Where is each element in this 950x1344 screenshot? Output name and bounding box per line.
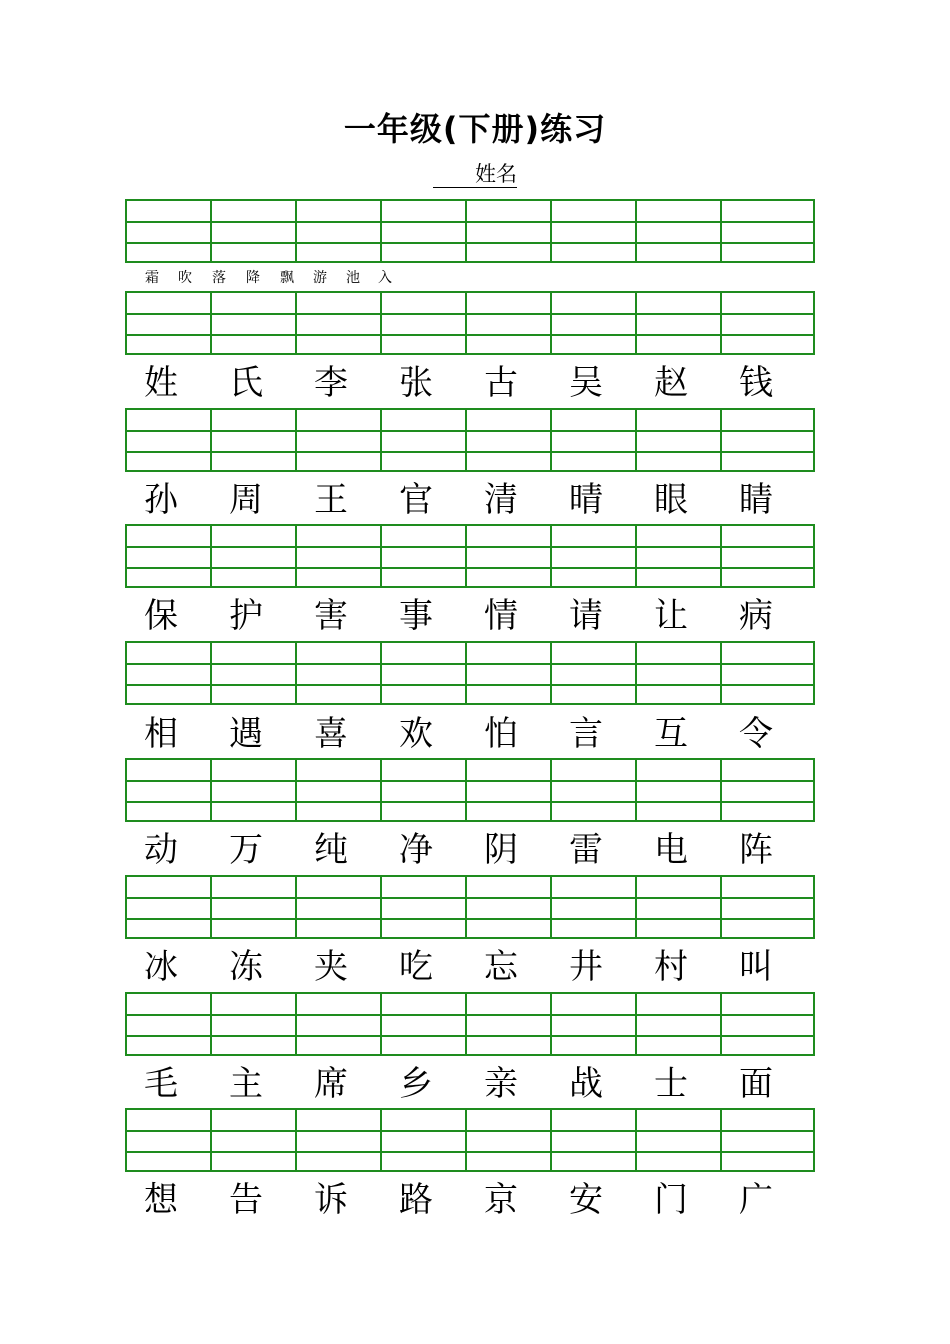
small-character: 落 [212, 270, 226, 286]
practice-character: 阴 [484, 830, 518, 870]
grid-cell-divider [210, 760, 212, 820]
grid-cell-divider [720, 1110, 722, 1170]
practice-character: 安 [569, 1180, 603, 1220]
grid-guide-line [127, 1130, 813, 1132]
grid-cell-divider [210, 410, 212, 470]
small-character: 池 [346, 270, 360, 286]
practice-character: 情 [484, 596, 518, 636]
page-title: 一年级(下册)练习 [343, 110, 607, 148]
grid-cell-divider [295, 877, 297, 937]
practice-character: 遇 [229, 714, 263, 754]
practice-character: 电 [654, 830, 688, 870]
writing-grid-8 [125, 992, 815, 1056]
practice-character: 路 [399, 1180, 433, 1220]
grid-guide-line [127, 451, 813, 453]
grid-cell-divider [210, 877, 212, 937]
character-row-6 [125, 945, 815, 989]
practice-character: 互 [654, 714, 688, 754]
grid-guide-line [127, 430, 813, 432]
practice-character: 相 [144, 714, 178, 754]
practice-character: 面 [739, 1064, 773, 1104]
practice-character: 席 [314, 1064, 348, 1104]
grid-cell-divider [465, 410, 467, 470]
practice-character: 冰 [144, 947, 178, 987]
grid-cell-divider [720, 410, 722, 470]
grid-cell-divider [635, 293, 637, 353]
grid-cell-divider [465, 760, 467, 820]
practice-character: 护 [229, 596, 263, 636]
grid-cell-divider [295, 1110, 297, 1170]
practice-character: 冻 [229, 947, 263, 987]
writing-grid-9 [125, 1108, 815, 1172]
practice-character: 王 [314, 480, 348, 520]
grid-cell-divider [550, 760, 552, 820]
practice-character: 告 [229, 1180, 263, 1220]
grid-cell-divider [635, 877, 637, 937]
grid-cell-divider [720, 643, 722, 703]
grid-cell-divider [720, 526, 722, 586]
practice-character: 孙 [144, 480, 178, 520]
small-character: 吹 [178, 270, 192, 286]
practice-character: 晴 [569, 480, 603, 520]
character-row-7 [125, 1062, 815, 1106]
small-character: 游 [313, 270, 327, 286]
grid-cell-divider [550, 877, 552, 937]
practice-character: 想 [144, 1180, 178, 1220]
grid-guide-line [127, 684, 813, 686]
name-label: 姓名 [433, 161, 517, 188]
grid-guide-line [127, 801, 813, 803]
grid-cell-divider [465, 1110, 467, 1170]
grid-cell-divider [720, 877, 722, 937]
character-row-1 [125, 361, 815, 405]
grid-guide-line [127, 1035, 813, 1037]
grid-cell-divider [550, 410, 552, 470]
writing-grid-6 [125, 758, 815, 822]
practice-character: 纯 [314, 830, 348, 870]
grid-cell-divider [295, 526, 297, 586]
practice-character: 姓 [144, 363, 178, 403]
practice-character: 张 [399, 363, 433, 403]
practice-character: 害 [314, 596, 348, 636]
practice-character: 吴 [569, 363, 603, 403]
practice-character: 吃 [399, 947, 433, 987]
practice-character: 动 [144, 830, 178, 870]
practice-character: 乡 [399, 1064, 433, 1104]
grid-cell-divider [380, 526, 382, 586]
grid-cell-divider [550, 201, 552, 261]
practice-character: 战 [569, 1064, 603, 1104]
grid-cell-divider [550, 526, 552, 586]
practice-character: 门 [654, 1180, 688, 1220]
small-character: 入 [378, 270, 392, 286]
grid-cell-divider [210, 201, 212, 261]
grid-guide-line [127, 663, 813, 665]
grid-cell-divider [635, 994, 637, 1054]
practice-character: 村 [654, 947, 688, 987]
writing-grid-2 [125, 291, 815, 355]
grid-guide-line [127, 897, 813, 899]
practice-character: 氏 [229, 363, 263, 403]
character-row-3 [125, 594, 815, 638]
practice-character: 钱 [739, 363, 773, 403]
grid-cell-divider [295, 643, 297, 703]
grid-cell-divider [720, 760, 722, 820]
grid-cell-divider [210, 994, 212, 1054]
character-row-8 [125, 1178, 815, 1222]
small-character: 降 [246, 270, 260, 286]
practice-character: 毛 [144, 1064, 178, 1104]
grid-cell-divider [380, 994, 382, 1054]
grid-cell-divider [380, 410, 382, 470]
practice-character: 睛 [739, 480, 773, 520]
practice-character: 周 [229, 480, 263, 520]
small-character: 飘 [280, 270, 294, 286]
practice-character: 诉 [314, 1180, 348, 1220]
practice-character: 清 [484, 480, 518, 520]
writing-grid-4 [125, 524, 815, 588]
grid-cell-divider [465, 643, 467, 703]
grid-cell-divider [465, 201, 467, 261]
practice-character: 官 [399, 480, 433, 520]
grid-cell-divider [720, 293, 722, 353]
grid-guide-line [127, 1151, 813, 1153]
grid-guide-line [127, 780, 813, 782]
grid-guide-line [127, 221, 813, 223]
practice-character: 言 [569, 714, 603, 754]
grid-guide-line [127, 918, 813, 920]
grid-cell-divider [295, 201, 297, 261]
grid-guide-line [127, 567, 813, 569]
small-character-row [125, 268, 815, 288]
grid-cell-divider [635, 643, 637, 703]
grid-cell-divider [380, 1110, 382, 1170]
practice-character: 怕 [484, 714, 518, 754]
writing-grid-3 [125, 408, 815, 472]
practice-character: 请 [569, 596, 603, 636]
writing-grid-1 [125, 199, 815, 263]
practice-character: 井 [569, 947, 603, 987]
practice-character: 阵 [739, 830, 773, 870]
practice-character: 主 [229, 1064, 263, 1104]
practice-character: 叫 [739, 947, 773, 987]
practice-character: 事 [399, 596, 433, 636]
grid-cell-divider [380, 201, 382, 261]
grid-cell-divider [295, 994, 297, 1054]
grid-cell-divider [380, 877, 382, 937]
character-row-2 [125, 478, 815, 522]
practice-character: 赵 [654, 363, 688, 403]
grid-cell-divider [635, 410, 637, 470]
grid-cell-divider [635, 526, 637, 586]
grid-cell-divider [550, 994, 552, 1054]
grid-cell-divider [465, 526, 467, 586]
practice-character: 京 [484, 1180, 518, 1220]
practice-character: 万 [229, 830, 263, 870]
practice-character: 喜 [314, 714, 348, 754]
grid-guide-line [127, 242, 813, 244]
practice-character: 欢 [399, 714, 433, 754]
practice-character: 广 [739, 1180, 773, 1220]
character-row-5 [125, 828, 815, 872]
grid-cell-divider [210, 293, 212, 353]
practice-character: 让 [654, 596, 688, 636]
grid-cell-divider [465, 293, 467, 353]
practice-character: 古 [484, 363, 518, 403]
practice-character: 眼 [654, 480, 688, 520]
practice-character: 夹 [314, 947, 348, 987]
writing-grid-7 [125, 875, 815, 939]
grid-guide-line [127, 546, 813, 548]
character-row-4 [125, 712, 815, 756]
practice-character: 士 [654, 1064, 688, 1104]
practice-character: 净 [399, 830, 433, 870]
grid-cell-divider [550, 643, 552, 703]
writing-grid-5 [125, 641, 815, 705]
grid-cell-divider [635, 760, 637, 820]
grid-cell-divider [380, 643, 382, 703]
practice-character: 病 [739, 596, 773, 636]
grid-cell-divider [380, 760, 382, 820]
grid-cell-divider [550, 293, 552, 353]
grid-cell-divider [720, 994, 722, 1054]
grid-cell-divider [380, 293, 382, 353]
grid-cell-divider [465, 877, 467, 937]
practice-character: 忘 [484, 947, 518, 987]
small-character: 霜 [145, 270, 159, 286]
grid-cell-divider [210, 1110, 212, 1170]
grid-guide-line [127, 1014, 813, 1016]
grid-cell-divider [635, 201, 637, 261]
grid-cell-divider [720, 201, 722, 261]
grid-cell-divider [295, 293, 297, 353]
grid-cell-divider [635, 1110, 637, 1170]
practice-character: 亲 [484, 1064, 518, 1104]
grid-guide-line [127, 334, 813, 336]
grid-cell-divider [210, 643, 212, 703]
practice-character: 保 [144, 596, 178, 636]
grid-cell-divider [550, 1110, 552, 1170]
grid-cell-divider [295, 760, 297, 820]
grid-guide-line [127, 313, 813, 315]
practice-character: 李 [314, 363, 348, 403]
practice-character: 令 [739, 714, 773, 754]
grid-cell-divider [210, 526, 212, 586]
grid-cell-divider [465, 994, 467, 1054]
practice-character: 雷 [569, 830, 603, 870]
grid-cell-divider [295, 410, 297, 470]
